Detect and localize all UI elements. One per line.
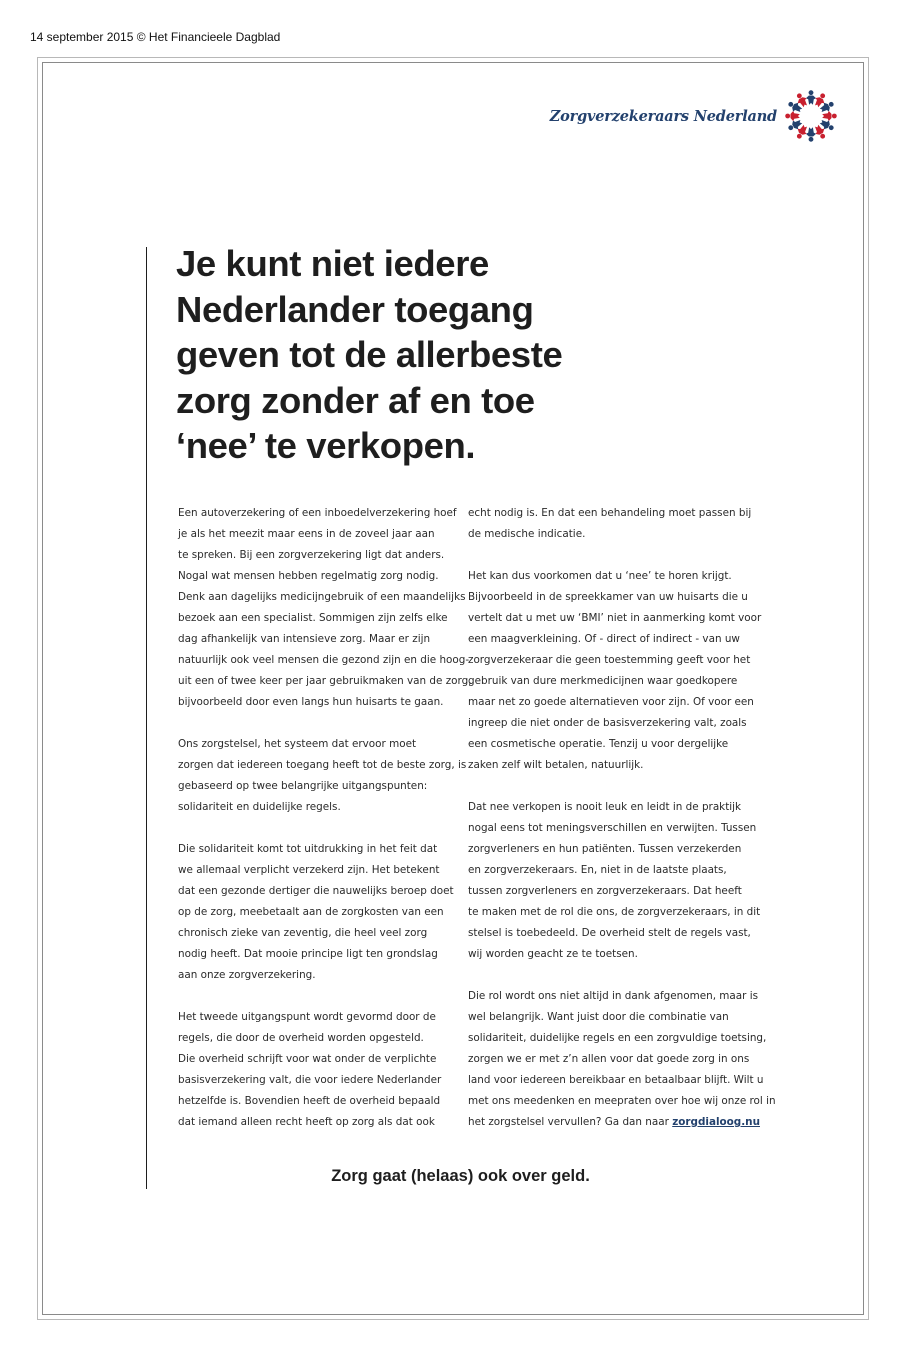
- headline-line: geven tot de allerbeste: [176, 334, 563, 375]
- body-paragraph: [468, 503, 753, 545]
- body-line: Een autoverzekering of een inboedelverzekering hoef: [178, 507, 457, 519]
- body-line: aan onze zorgverzekering.: [178, 969, 316, 981]
- body-line: solidariteit en duidelijke regels.: [178, 801, 341, 813]
- body-line: dag afhankelijk van intensieve zorg. Maar er zijn: [178, 633, 431, 645]
- zorgdialoog-link[interactable]: zorgdialoog.nu: [672, 1116, 760, 1128]
- body-line: de medische indicatie.: [468, 528, 586, 540]
- publication-date-line: 14 september 2015 © Het Financieele Dagblad: [30, 30, 281, 44]
- body-paragraph: [468, 566, 762, 776]
- body-line: een cosmetische operatie. Tenzij u voor dergelijke: [468, 738, 729, 750]
- body-line: gebaseerd op twee belangrijke uitgangspunten:: [178, 780, 428, 792]
- body-line: tussen zorgverleners en zorgverzekeraars. Dat heeft: [468, 885, 742, 897]
- body-line: solidariteit, duidelijke regels en een zorgvuldige toetsing,: [468, 1032, 767, 1044]
- people-circle-logo-icon: [783, 88, 839, 144]
- headline: [176, 241, 636, 469]
- body-paragraph: [178, 503, 472, 713]
- body-line: vertelt dat u met uw ‘BMI’ niet in aanmerking komt voor: [468, 612, 762, 624]
- closing-text: het zorgstelsel vervullen? Ga dan naar: [468, 1116, 673, 1128]
- body-line: Het tweede uitgangspunt wordt gevormd door de: [178, 1011, 436, 1023]
- body-paragraph: [468, 986, 776, 1133]
- body-line: te spreken. Bij een zorgverzekering ligt dat anders.: [178, 549, 445, 561]
- body-line: land voor iedereen bereikbaar en betaalbaar blijft. Wilt u: [468, 1074, 764, 1086]
- body-line: dat een gezonde dertiger die nauwelijks beroep doet: [178, 885, 454, 897]
- body-line: te maken met de rol die ons, de zorgverzekeraars, in dit: [468, 906, 761, 918]
- body-line: natuurlijk ook veel mensen die gezond zijn en die hoog-: [178, 654, 470, 666]
- body-line: dat iemand alleen recht heeft op zorg als dat ook: [178, 1116, 435, 1128]
- tagline: Zorg gaat (helaas) ook over geld.: [331, 1167, 590, 1185]
- body-line: een maagverkleining. Of - direct of indirect - van uw: [468, 633, 740, 645]
- body-line: hetzelfde is. Bovendien heeft de overheid bepaald: [178, 1095, 441, 1107]
- body-line: je als het meezit maar eens in de zoveel jaar aan: [178, 528, 435, 540]
- body-line: Die overheid schrijft voor wat onder de verplichte: [178, 1053, 437, 1065]
- body-line: nogal eens tot meningsverschillen en verwijten. Tussen: [468, 822, 757, 834]
- body-line: zaken zelf wilt betalen, natuurlijk.: [468, 759, 644, 771]
- body-paragraph: [178, 839, 453, 986]
- body-paragraph: [178, 1007, 453, 1133]
- body-paragraph: [468, 797, 761, 965]
- body-line: Die solidariteit komt tot uitdrukking in het feit dat: [178, 843, 438, 855]
- body-line: ingreep die niet onder de basisverzekering valt, zoals: [468, 717, 747, 729]
- body-line: uit een of twee keer per jaar gebruikmaken van de zorg,: [178, 675, 472, 687]
- headline-line: Nederlander toegang: [176, 288, 534, 330]
- body-line: zorgverleners en hun patiënten. Tussen verzekerden: [468, 843, 742, 855]
- body-line: Denk aan dagelijks medicijngebruik of een maandelijks: [178, 591, 466, 603]
- body-line: regels, die door de overheid worden opgesteld.: [178, 1032, 424, 1044]
- body-line: met ons meedenken en meepraten over hoe wij onze rol in: [468, 1095, 776, 1107]
- vertical-rule: [146, 247, 147, 1189]
- headline-line: zorg zonder af en toe: [176, 379, 535, 421]
- body-line: stelsel is toebedeeld. De overheid stelt de regels vast,: [468, 927, 751, 939]
- body-line: Bijvoorbeeld in de spreekkamer van uw huisarts die u: [468, 591, 748, 603]
- body-line: Ons zorgstelsel, het systeem dat ervoor moet: [178, 738, 417, 750]
- body-line: basisverzekering valt, die voor iedere Nederlander: [178, 1074, 442, 1086]
- body-line: zorgverzekeraar die geen toestemming geeft voor het: [468, 654, 751, 666]
- body-line: echt nodig is. En dat een behandeling moet passen bij: [468, 507, 752, 519]
- brand-block: [550, 88, 839, 144]
- brand-name: Zorgverzekeraars Nederland: [549, 107, 777, 125]
- body-line: Nogal wat mensen hebben regelmatig zorg nodig.: [178, 570, 439, 582]
- body-line: Het kan dus voorkomen dat u ‘nee’ te horen krijgt.: [468, 570, 732, 582]
- body-paragraph: [178, 734, 467, 818]
- body-line: Die rol wordt ons niet altijd in dank afgenomen, maar is: [468, 990, 759, 1002]
- headline-line: Je kunt niet iedere: [176, 243, 489, 284]
- body-line: maar net zo goede alternatieven voor zijn. Of voor een: [468, 696, 754, 708]
- body-line: Dat nee verkopen is nooit leuk en leidt in de praktijk: [468, 801, 742, 813]
- body-line: zorgen dat iedereen toegang heeft tot de beste zorg, is: [178, 759, 467, 771]
- body-line: zorgen we er met z’n allen voor dat goede zorg in ons: [468, 1053, 750, 1065]
- headline-line: ‘nee’ te verkopen.: [176, 425, 476, 466]
- body-line: chronisch zieke van zeventig, die heel veel zorg: [178, 927, 428, 939]
- body-line: wij worden geacht ze te toetsen.: [468, 948, 638, 960]
- body-line: en zorgverzekeraars. En, niet in de laatste plaats,: [468, 864, 727, 876]
- body-column-left: [178, 503, 472, 1133]
- body-line: bijvoorbeeld door even langs hun huisarts te gaan.: [178, 696, 444, 708]
- body-column-right: [468, 503, 776, 1133]
- body-line: wel belangrijk. Want juist door die combinatie van: [468, 1011, 729, 1023]
- body-line: op de zorg, meebetaalt aan de zorgkosten van een: [178, 906, 444, 918]
- body-line: we allemaal verplicht verzekerd zijn. Het betekent: [178, 864, 440, 876]
- body-line: nodig heeft. Dat mooie principe ligt ten grondslag: [178, 948, 438, 960]
- body-line: gebruik van dure merkmedicijnen waar goedkopere: [468, 675, 738, 687]
- body-line: bezoek aan een specialist. Sommigen zijn zelfs elke: [178, 612, 448, 624]
- body-line-with-link: [468, 1112, 760, 1133]
